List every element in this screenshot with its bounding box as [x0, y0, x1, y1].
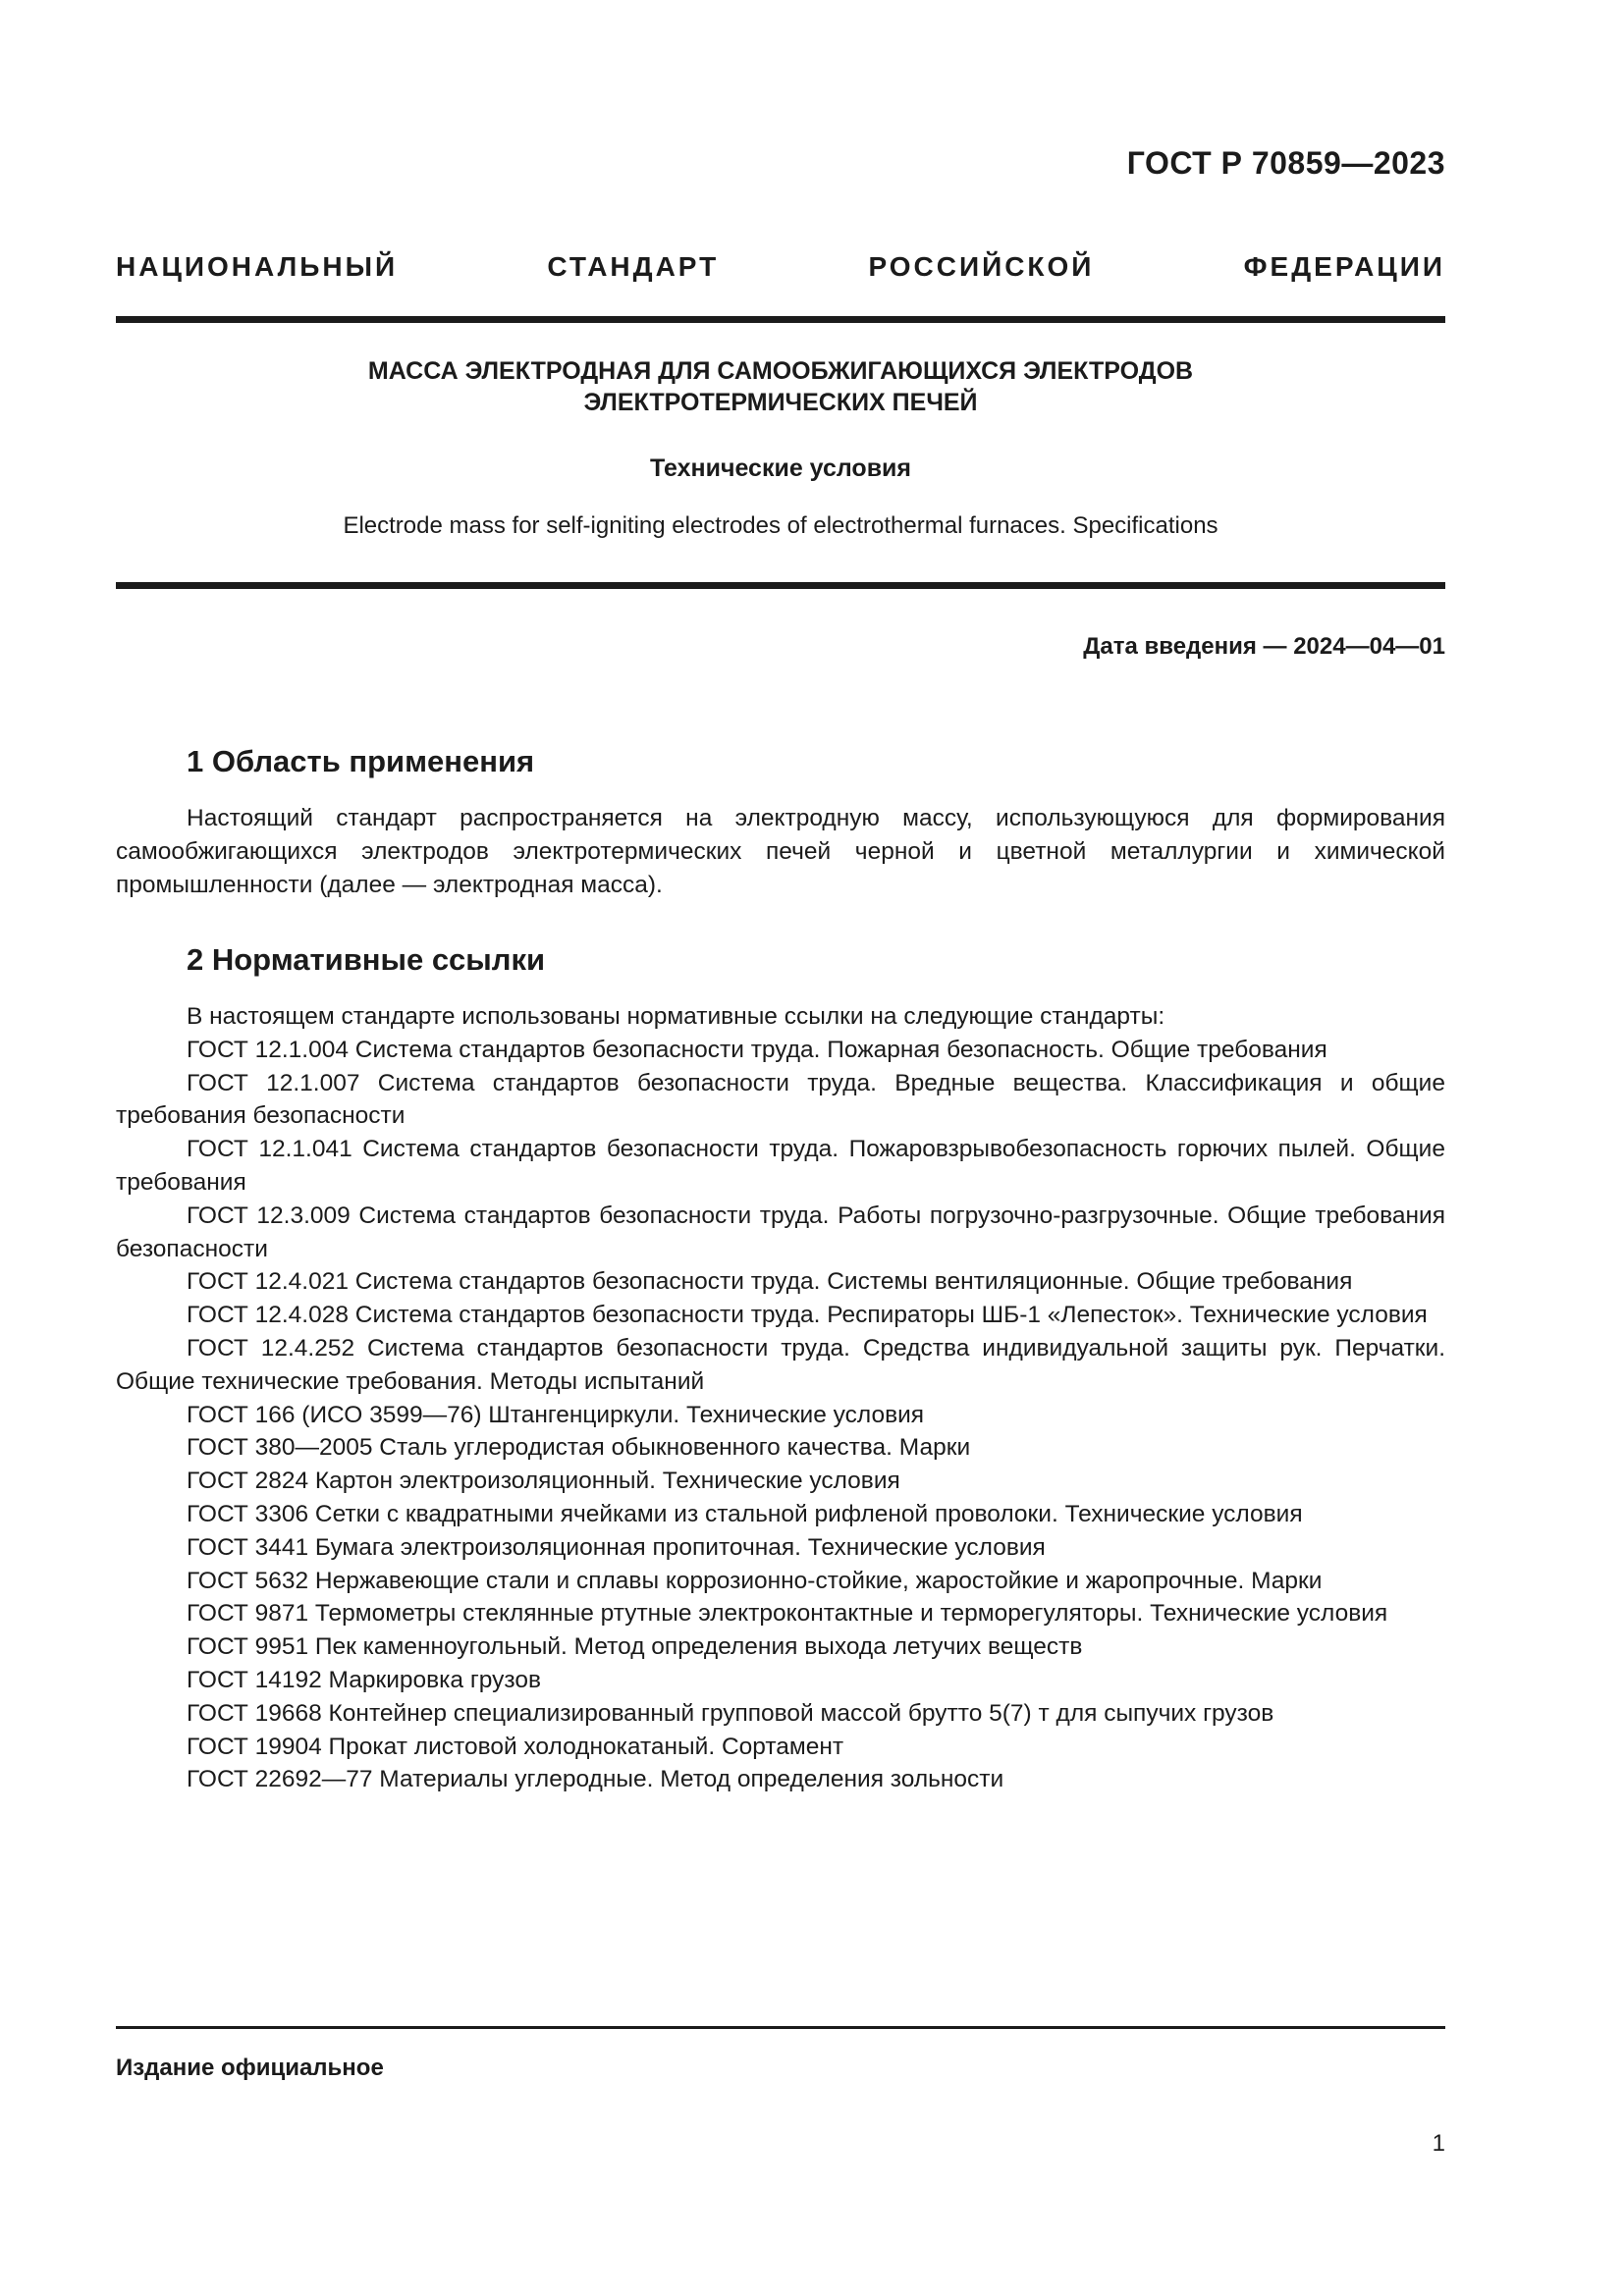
reference-item: ГОСТ 12.1.004 Система стандартов безопасности труда. Пожарная безопасность. Общие требования: [187, 1036, 1327, 1063]
reference-item: ГОСТ 12.4.028 Система стандартов безопасности труда. Респираторы ШБ-1 «Лепесток». Технические условия: [187, 1302, 1428, 1329]
national-standard-heading: НАЦИОНАЛЬНЫЙ СТАНДАРТ РОССИЙСКОЙ ФЕДЕРАЦИИ: [116, 251, 1445, 282]
reference-item: ГОСТ 166 (ИСО 3599—76) Штангенциркули. Технические условия: [187, 1401, 925, 1428]
reference-item: ГОСТ 12.4.021 Система стандартов безопасности труда. Системы вентиляционные. Общие требования: [187, 1268, 1353, 1296]
section-2-heading: 2 Нормативные ссылки: [187, 942, 546, 977]
section-1-body: [116, 802, 1445, 901]
reference-item: ГОСТ 22692—77 Материалы углеродные. Метод определения зольности: [187, 1766, 1004, 1793]
section-2-body: [116, 1000, 1445, 1796]
section-1-paragraph: Настоящий стандарт распространяется на электродную массу, использующуюся для формирования самообжигающихся электродов электротермических печей черной и цветной металлургии и химической промышленности (далее — электродная масса).: [116, 805, 1445, 898]
reference-item: ГОСТ 12.4.252 Система стандартов безопасности труда. Средства индивидуальной защиты рук. Перчатки. Общие технические требования. Методы испытаний: [116, 1334, 1445, 1395]
official-edition-label: Издание официальное: [116, 2055, 384, 2081]
reference-item: ГОСТ 2824 Картон электроизоляционный. Технические условия: [187, 1468, 900, 1495]
reference-item: ГОСТ 19904 Прокат листовой холоднокатаный. Сортамент: [187, 1733, 844, 1760]
reference-item: ГОСТ 12.3.009 Система стандартов безопасности труда. Работы погрузочно-разгрузочные. Общие требования безопасности: [116, 1201, 1445, 1262]
title-divider: [116, 582, 1445, 589]
reference-item: ГОСТ 3306 Сетки с квадратными ячейками из стальной рифленой проволоки. Технические условия: [187, 1500, 1303, 1527]
document-subtitle: Технические условия: [649, 454, 912, 482]
title-line-2: ЭЛЕКТРОТЕРМИЧЕСКИХ ПЕЧЕЙ: [583, 389, 978, 416]
section-2-intro: В настоящем стандарте использованы нормативные ссылки на следующие стандарты:: [187, 1003, 1165, 1030]
reference-item: ГОСТ 12.1.007 Система стандартов безопасности труда. Вредные вещества. Классификация и общие требования безопасности: [116, 1069, 1445, 1130]
section-1-heading: 1 Область применения: [187, 744, 535, 778]
gost-number: ГОСТ Р 70859—2023: [1126, 145, 1445, 181]
reference-item: ГОСТ 9871 Термометры стеклянные ртутные электроконтактные и терморегуляторы. Технические условия: [187, 1600, 1388, 1628]
reference-item: ГОСТ 380—2005 Сталь углеродистая обыкновенного качества. Марки: [187, 1434, 971, 1462]
reference-item: ГОСТ 12.1.041 Система стандартов безопасности труда. Пожаровзрывобезопасность горючих пылей. Общие требования: [116, 1136, 1445, 1196]
page-number: 1: [1432, 2130, 1445, 2157]
reference-item: ГОСТ 9951 Пек каменноугольный. Метод определения выхода летучих веществ: [187, 1633, 1083, 1661]
reference-item: ГОСТ 19668 Контейнер специализированный групповой массой брутто 5(7) т для сыпучих грузов: [187, 1699, 1274, 1727]
document-title: [116, 355, 1445, 418]
reference-item: ГОСТ 5632 Нержавеющие стали и сплавы коррозионно-стойкие, жаростойкие и жаропрочные. Марки: [187, 1567, 1323, 1594]
footer-divider: [116, 2026, 1445, 2029]
intro-date: Дата введения — 2024—04—01: [1083, 633, 1445, 660]
english-title: Electrode mass for self-igniting electrodes of electrothermal furnaces. Specifications: [343, 512, 1218, 539]
title-line-1: МАССА ЭЛЕКТРОДНАЯ ДЛЯ САМООБЖИГАЮЩИХСЯ ЭЛЕКТРОДОВ: [367, 357, 1194, 385]
header-divider: [116, 316, 1445, 323]
reference-item: ГОСТ 14192 Маркировка грузов: [187, 1666, 541, 1693]
reference-item: ГОСТ 3441 Бумага электроизоляционная пропиточная. Технические условия: [187, 1533, 1046, 1561]
